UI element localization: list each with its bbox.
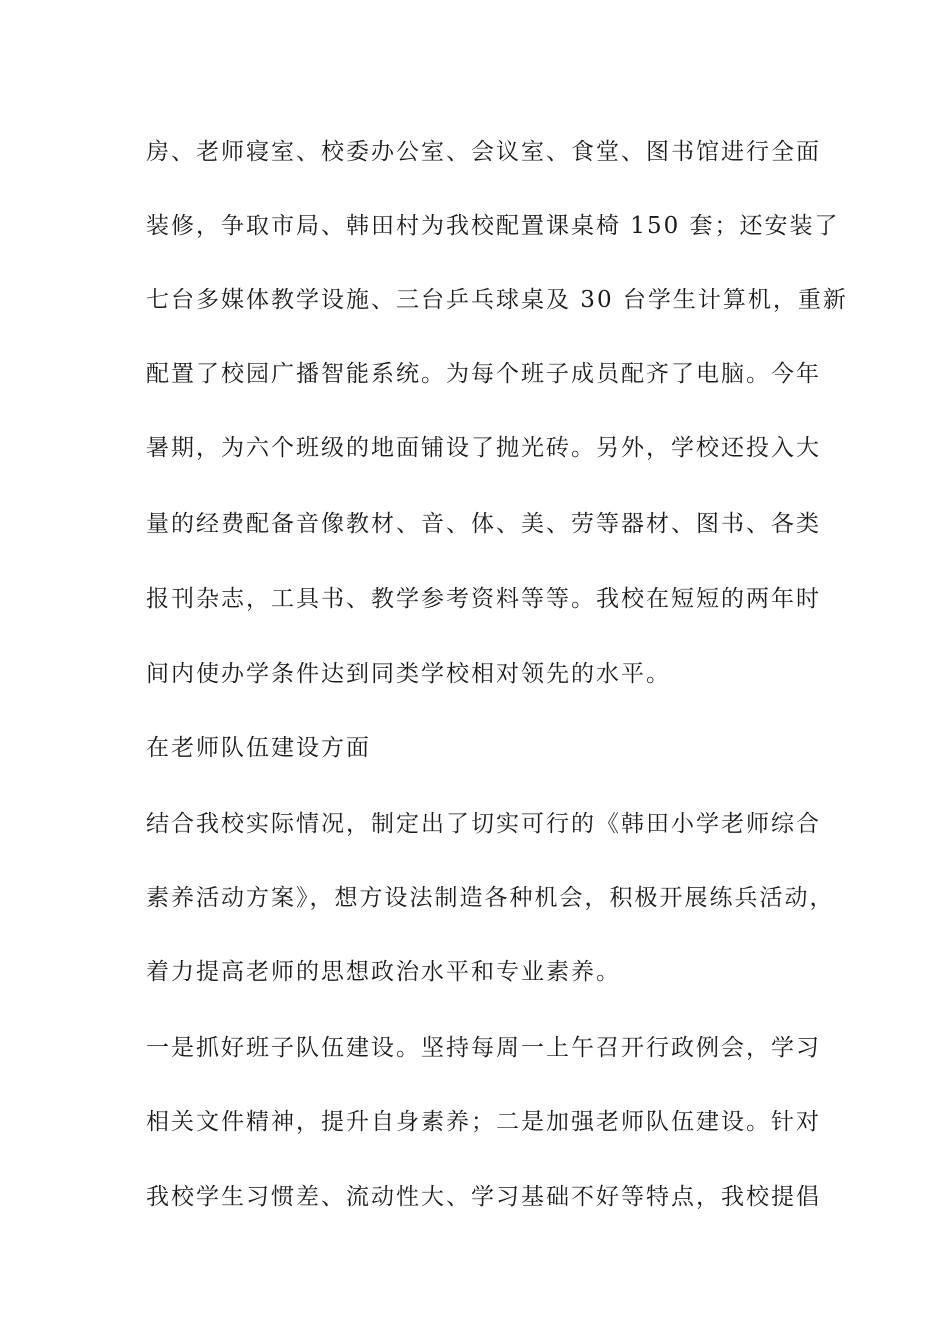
text-line: 装修，争取市局、韩田村为我校配置课桌椅 150 套；还安装了 bbox=[146, 213, 840, 239]
text-line: 着力提高老师的思想政治水平和专业素养。 bbox=[146, 959, 621, 985]
text-line: 房、老师寝室、校委办公室、会议室、食堂、图书馆进行全面 bbox=[146, 139, 821, 165]
text-line: 一是抓好班子队伍建设。坚持每周一上午召开行政例会，学习 bbox=[146, 1035, 821, 1061]
section-heading: 在老师队伍建设方面 bbox=[146, 735, 371, 761]
text-line: 暑期，为六个班级的地面铺设了抛光砖。另外，学校还投入大 bbox=[146, 435, 821, 461]
text-line: 我校学生习惯差、流动性大、学习基础不好等特点，我校提倡 bbox=[146, 1184, 821, 1210]
text-line: 报刊杂志，工具书、教学参考资料等等。我校在短短的两年时 bbox=[146, 586, 821, 612]
text-line: 结合我校实际情况，制定出了切实可行的《韩田小学老师综合 bbox=[146, 811, 821, 837]
text-line: 量的经费配备音像教材、音、体、美、劳等器材、图书、各类 bbox=[146, 511, 821, 537]
text-line: 间内使办学条件达到同类学校相对领先的水平。 bbox=[146, 661, 671, 687]
text-line: 素养活动方案》，想方设法制造各种机会，积极开展练兵活动， bbox=[146, 885, 835, 911]
text-line: 配置了校园广播智能系统。为每个班子成员配齐了电脑。今年 bbox=[146, 361, 821, 387]
text-line: 相关文件精神，提升自身素养；二是加强老师队伍建设。针对 bbox=[146, 1109, 821, 1135]
text-line: 七台多媒体教学设施、三台乒乓球桌及 30 台学生计算机，重新 bbox=[146, 287, 848, 313]
